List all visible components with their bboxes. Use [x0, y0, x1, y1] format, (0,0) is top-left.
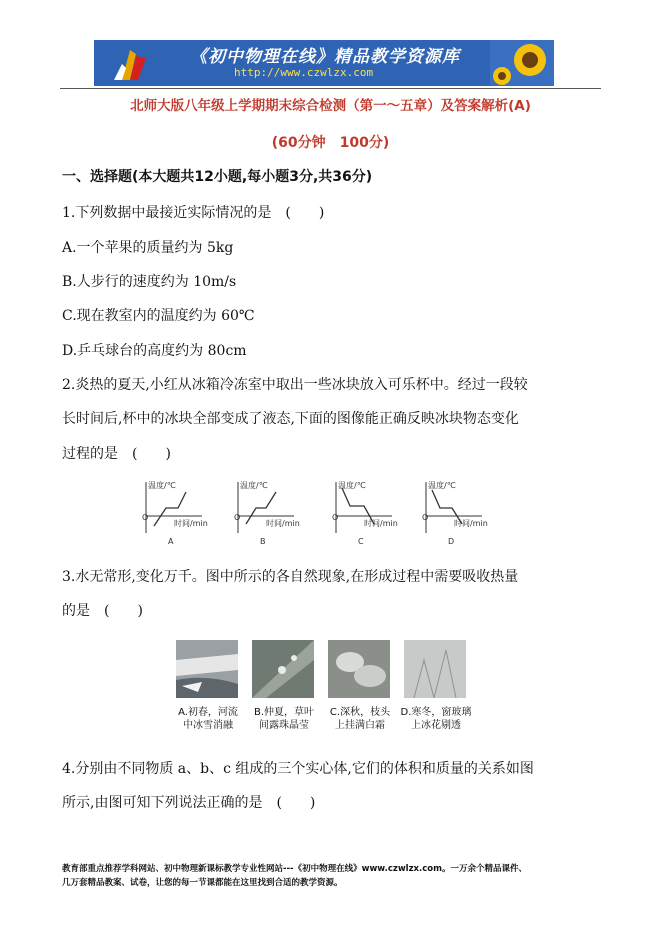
- photo-dew-drops: [252, 640, 314, 698]
- q1-option-a: A.一个苹果的质量约为 5kg: [62, 240, 234, 256]
- header-banner: [94, 40, 554, 86]
- nature-photos: [172, 640, 472, 731]
- question-3-line-1: 3.水无常形,变化万千。图中所示的各自然现象,在形成过程中需要吸收热量: [62, 569, 519, 585]
- graph-d-origin: O: [422, 513, 429, 522]
- caption-a: A.初春，河流 中冰雪消融: [178, 707, 238, 731]
- question-2-line-3: 过程的是 ( ): [62, 446, 171, 462]
- footer-line-1: 教育部重点推荐学科网站、初中物理新课标教学专业性网站---《初中物理在线》www.czwlzx.com。一万余个精品课件、: [62, 864, 527, 874]
- caption-b: B.仲夏，草叶 间露珠晶莹: [253, 707, 315, 731]
- graph-c-ylabel: 温度/℃: [338, 481, 366, 490]
- graph-d-letter: D: [448, 537, 455, 546]
- header-divider: [60, 88, 601, 89]
- photo-window-ice: [404, 640, 466, 698]
- question-4-line-2: 所示,由图可知下列说法正确的是 ( ): [62, 795, 316, 811]
- question-3-line-2: 的是 ( ): [62, 603, 143, 619]
- photo-river-ice: [176, 640, 238, 698]
- section-heading: 一、选择题(本大题共12小题,每小题3分,共36分): [62, 169, 373, 185]
- graph-d-ylabel: 温度/℃: [428, 481, 456, 490]
- page-title: 北师大版八年级上学期期末综合检测（第一～五章）及答案解析(A): [130, 98, 531, 114]
- graph-c-xlabel: 时间/min: [364, 519, 398, 528]
- question-2-line-1: 2.炎热的夏天,小红从冰箱冷冻室中取出一些冰块放入可乐杯中。经过一段较: [62, 377, 528, 393]
- page-subtitle: (60分钟 100分): [271, 135, 390, 151]
- graph-b-origin: O: [234, 513, 241, 522]
- caption-c: C.深秋，枝头 上挂满白霜: [329, 707, 391, 731]
- graph-c-origin: O: [332, 513, 339, 522]
- q1-option-d: D.乒乓球台的高度约为 80cm: [62, 343, 247, 359]
- site-logo-icon: [100, 44, 160, 84]
- q1-option-b: B.人步行的速度约为 10m/s: [62, 274, 237, 290]
- graph-a-xlabel: 时间/min: [174, 519, 208, 528]
- caption-d: D.寒冬，窗玻璃 上冰花剔透: [400, 707, 472, 731]
- graph-c-letter: C: [358, 537, 364, 546]
- graph-b-letter: B: [260, 537, 266, 546]
- question-1-stem: 1.下列数据中最接近实际情况的是 ( ): [62, 205, 325, 221]
- photo-frost-leaves: [328, 640, 390, 698]
- graph-d-xlabel: 时间/min: [454, 519, 488, 528]
- graph-a-ylabel: 温度/℃: [148, 481, 176, 490]
- banner-url[interactable]: http://www.czwlzx.com: [234, 66, 374, 79]
- graph-a-origin: O: [142, 513, 149, 522]
- graph-b-xlabel: 时间/min: [266, 519, 300, 528]
- graph-b-ylabel: 温度/℃: [240, 481, 268, 490]
- temperature-graphs: [126, 478, 516, 550]
- q1-option-c: C.现在教室内的温度约为 60℃: [62, 308, 255, 324]
- question-4-line-1: 4.分别由不同物质 a、b、c 组成的三个实心体,它们的体积和质量的关系如图: [62, 761, 534, 777]
- footer-line-2: 几万套精品教案、试卷，让您的每一节课都能在这里找到合适的教学资源。: [62, 878, 343, 888]
- banner-title: 《初中物理在线》精品教学资源库: [190, 47, 460, 67]
- question-2-line-2: 长时间后,杯中的冰块全部变成了液态,下面的图像能正确反映冰块物态变化: [62, 411, 519, 427]
- page-footer: [62, 862, 632, 890]
- sunflower-icon: [490, 40, 554, 86]
- graph-a-letter: A: [168, 537, 174, 546]
